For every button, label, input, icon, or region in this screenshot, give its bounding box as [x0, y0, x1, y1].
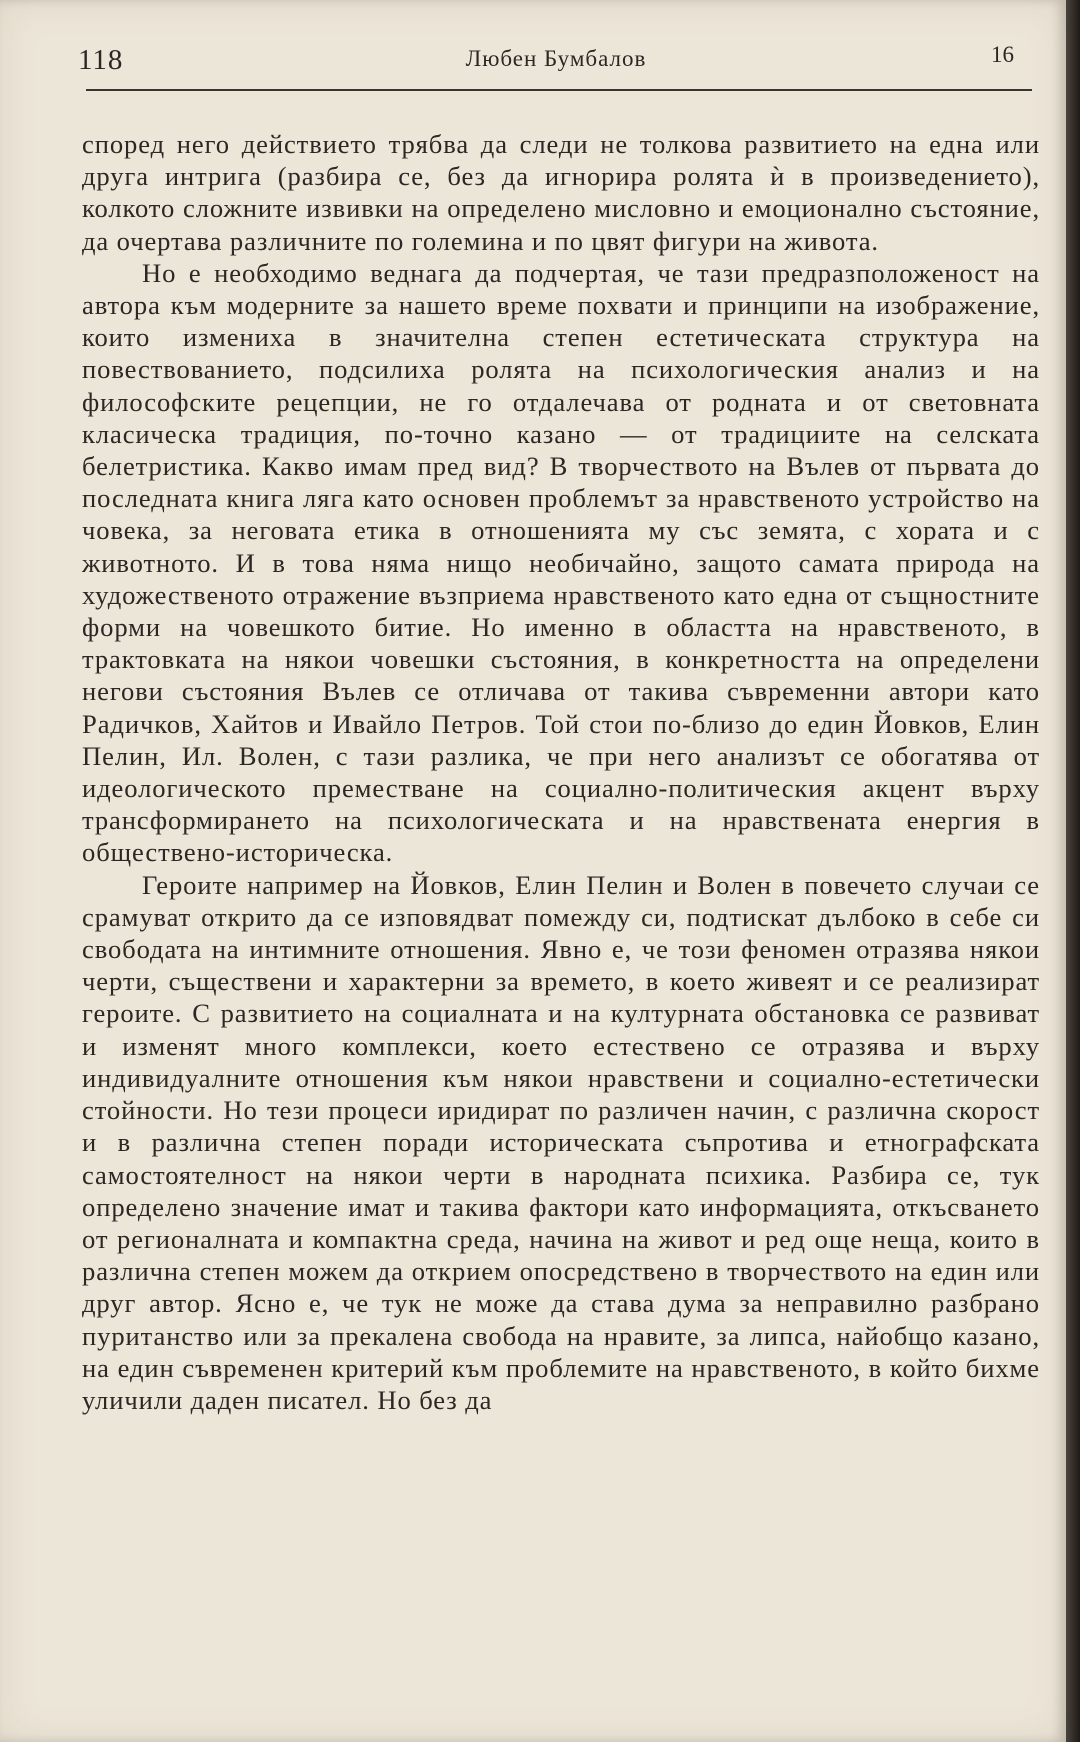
paragraph: Но е необходимо веднага да подчертая, че тази предразположеност на автора към модерните за нашето време похвати и принципи на изображение, които измениха в значителна степен естетическата структура на повествованието, подсилиха ролята на психологическия анализ и на философските рецепции, не го отдалечава от родната и от световната класическа традиция, по-точно казано — от традициите на селската белетристика. Какво имам пред вид? В творчеството на Вълев от първата до последната книга ляга като основен проблемът за нравственото устройство на човека, за неговата етика в отношенията му със земята, с хората и с животното. И в това няма нищо необичайно, защото самата природа на художественото отражение възприема нравственото като една от същностните форми на човешкото битие. Но именно в областта на нравственото, в трактовката на някои човешки състояния, в конкретността на определени негови състояния Вълев се отличава от такива съвременни автори като Радичков, Хайтов и Ивайло Петров. Той стои по-близо до един Йовков, Елин Пелин, Ил. Волен, с тази разлика, че при него анализът се обогатява от идеологическото преместване на социално-политическия акцент върху трансформирането на психологическата и на нравствената енергия в обществено-историческа. — [82, 257, 1040, 868]
page-number: 118 — [78, 44, 124, 76]
paragraph-continued: според него действието трябва да следи не толкова развитието на една или друга интрига (разбира се, без да игнорира ролята ѝ в произведението), колкото сложните извивки на определено мисловно и емоционално състояние, да очертава различните по големина и по цвят фигури на живота. — [82, 129, 1040, 256]
paragraph: Героите например на Йовков, Елин Пелин и Волен в повечето случаи се срамуват открито да се изповядват помежду си, подтискат дълбоко в себе си свободата на интимните отношения. Явно е, че този феномен отразява някои черти, съществени и характерни за времето, в което живеят и се реализират героите. С развитието на социалната и на културната обстановка се развиват и изменят много комплекси, което естествено се отразява и върху индивидуалните отношения към някои нравствени и социално-естетически стойности. Но тези процеси иридират по различен начин, с различна скорост и в различна степен поради историческата съпротива и етнографската самостоятелност на някои черти в народната психика. Разбира се, тук определено значение имат и такива фактори като информацията, откъсването от регионалната и компактна среда, начина на живот и ред още неща, които в различна степен можем да открием опосредствено в творчеството на един или друг автор. Ясно е, че тук не може да става дума за неправилно разбрано пуританство или за прекалена свобода на нравите, за липса, найобщо казано, на един съвременен критерий към проблемите на нравственото, в който бихме уличили даден писател. Но без да — [82, 869, 1040, 1415]
page-edge-shadow — [1066, 0, 1080, 1742]
running-head-author: Любен Бумбалов — [465, 46, 647, 71]
signature-mark: 16 — [991, 42, 1014, 67]
body-text — [82, 128, 1040, 1416]
header-rule — [86, 89, 1032, 91]
page-header — [78, 40, 1034, 84]
